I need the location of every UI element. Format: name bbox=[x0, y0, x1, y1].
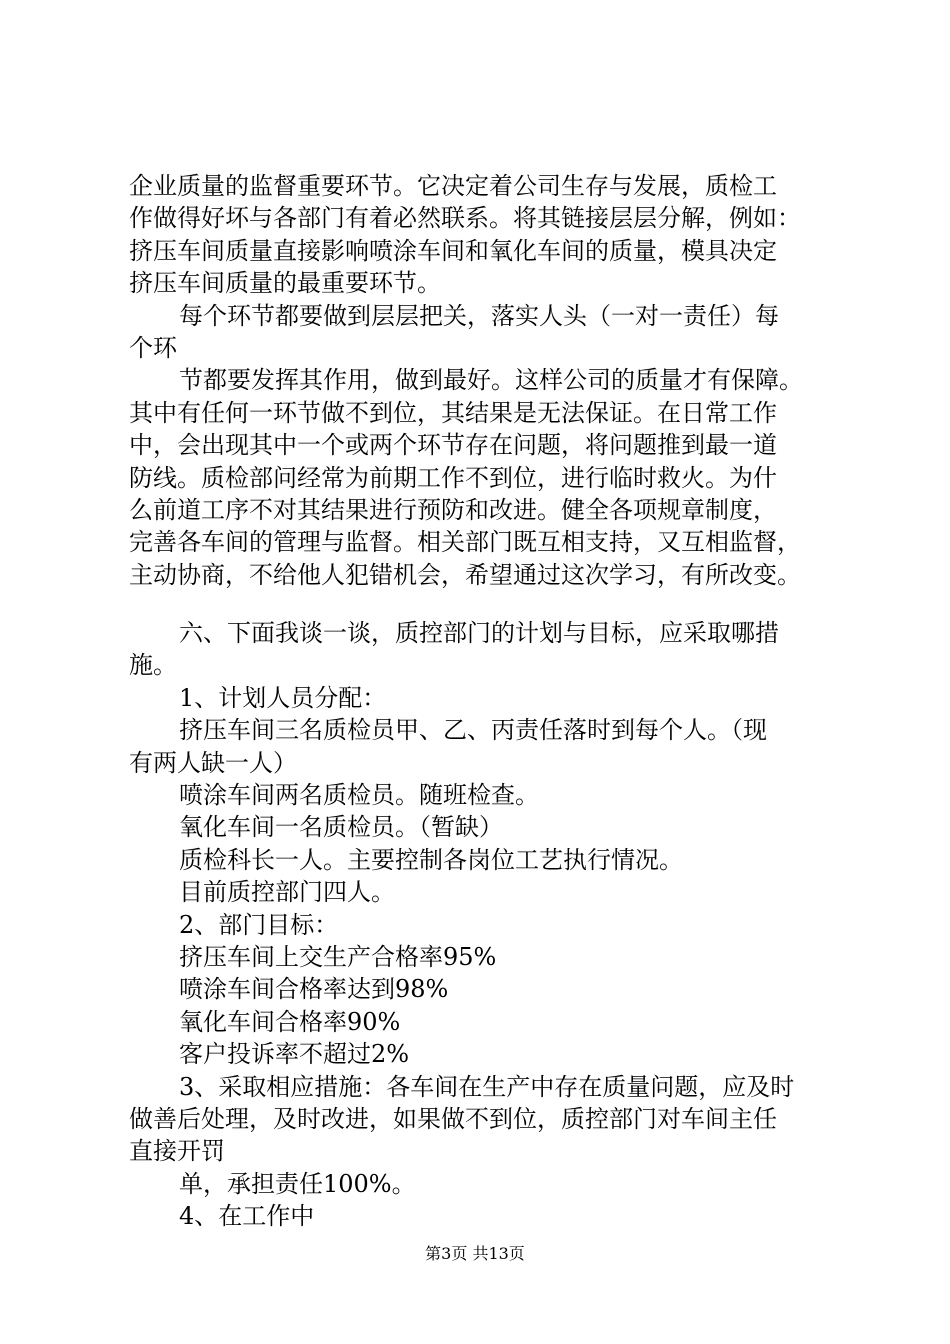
text-line: 其中有任何一环节做不到位，其结果是无法保证。在日常工作 bbox=[129, 398, 777, 427]
text-line: 每个环节都要做到层层把关，落实人头（一对一责任）每 bbox=[179, 301, 779, 330]
text-line: 中，会出现其中一个或两个环节存在问题，将问题推到最一道 bbox=[129, 431, 777, 460]
text-line: 喷涂车间合格率达到98% bbox=[179, 975, 449, 1004]
text-line: 节都要发挥其作用，做到最好。这样公司的质量才有保障。 bbox=[179, 366, 803, 395]
text-line: 企业质量的监督重要环节。它决定着公司生存与发展，质检工 bbox=[129, 172, 777, 200]
text-line: 挤压车间三名质检员甲、乙、丙责任落时到每个人。（现 bbox=[179, 716, 767, 745]
text-line: 2、部门目标： bbox=[179, 910, 339, 939]
text-line: 作做得好坏与各部门有着必然联系。将其链接层层分解，例如： bbox=[129, 204, 801, 233]
text-line: 1、计划人员分配： bbox=[179, 683, 387, 712]
text-line: 氧化车间合格率90% bbox=[179, 1007, 401, 1036]
text-line: 氧化车间一名质检员。（暂缺） bbox=[179, 813, 503, 842]
text-line: 挤压车间质量直接影响喷涂车间和氧化车间的质量，模具决定 bbox=[129, 236, 777, 265]
text-line: 挤压车间上交生产合格率95% bbox=[179, 942, 497, 971]
document-body bbox=[129, 170, 829, 1233]
text-line: 有两人缺一人） bbox=[129, 748, 297, 777]
text-line: 客户投诉率不超过2% bbox=[179, 1040, 410, 1069]
text-line: 完善各车间的管理与监督。相关部门既互相支持，又互相监督， bbox=[129, 528, 801, 557]
text-line: 挤压车间质量的最重要环节。 bbox=[129, 269, 441, 298]
page-footer: 第3页 共13页 bbox=[425, 1244, 525, 1263]
paragraph-gap bbox=[129, 591, 829, 617]
text-line: 目前质控部门四人。 bbox=[179, 878, 395, 907]
text-line: 施。 bbox=[129, 651, 177, 680]
text-line: 个环 bbox=[129, 333, 177, 362]
text-line: 么前道工序不对其结果进行预防和改进。健全各项规章制度， bbox=[129, 495, 777, 524]
text-line: 防线。质检部问经常为前期工作不到位，进行临时救火。为什 bbox=[129, 463, 777, 492]
text-line: 六、下面我谈一谈，质控部门的计划与目标，应采取哪措 bbox=[179, 619, 779, 648]
text-line: 4、在工作中 bbox=[179, 1202, 315, 1231]
text-line: 做善后处理，及时改进，如果做不到位，质控部门对车间主任 bbox=[129, 1104, 777, 1133]
text-line: 质检科长一人。主要控制各岗位工艺执行情况。 bbox=[179, 845, 683, 874]
text-line: 主动协商，不给他人犯错机会，希望通过这次学习，有所改变。 bbox=[129, 560, 801, 589]
text-line: 3、采取相应措施：各车间在生产中存在质量问题，应及时 bbox=[179, 1072, 795, 1101]
text-line: 喷涂车间两名质检员。随班检查。 bbox=[179, 781, 539, 810]
text-line: 单，承担责任100%。 bbox=[179, 1169, 416, 1198]
text-line: 直接开罚 bbox=[129, 1137, 225, 1166]
